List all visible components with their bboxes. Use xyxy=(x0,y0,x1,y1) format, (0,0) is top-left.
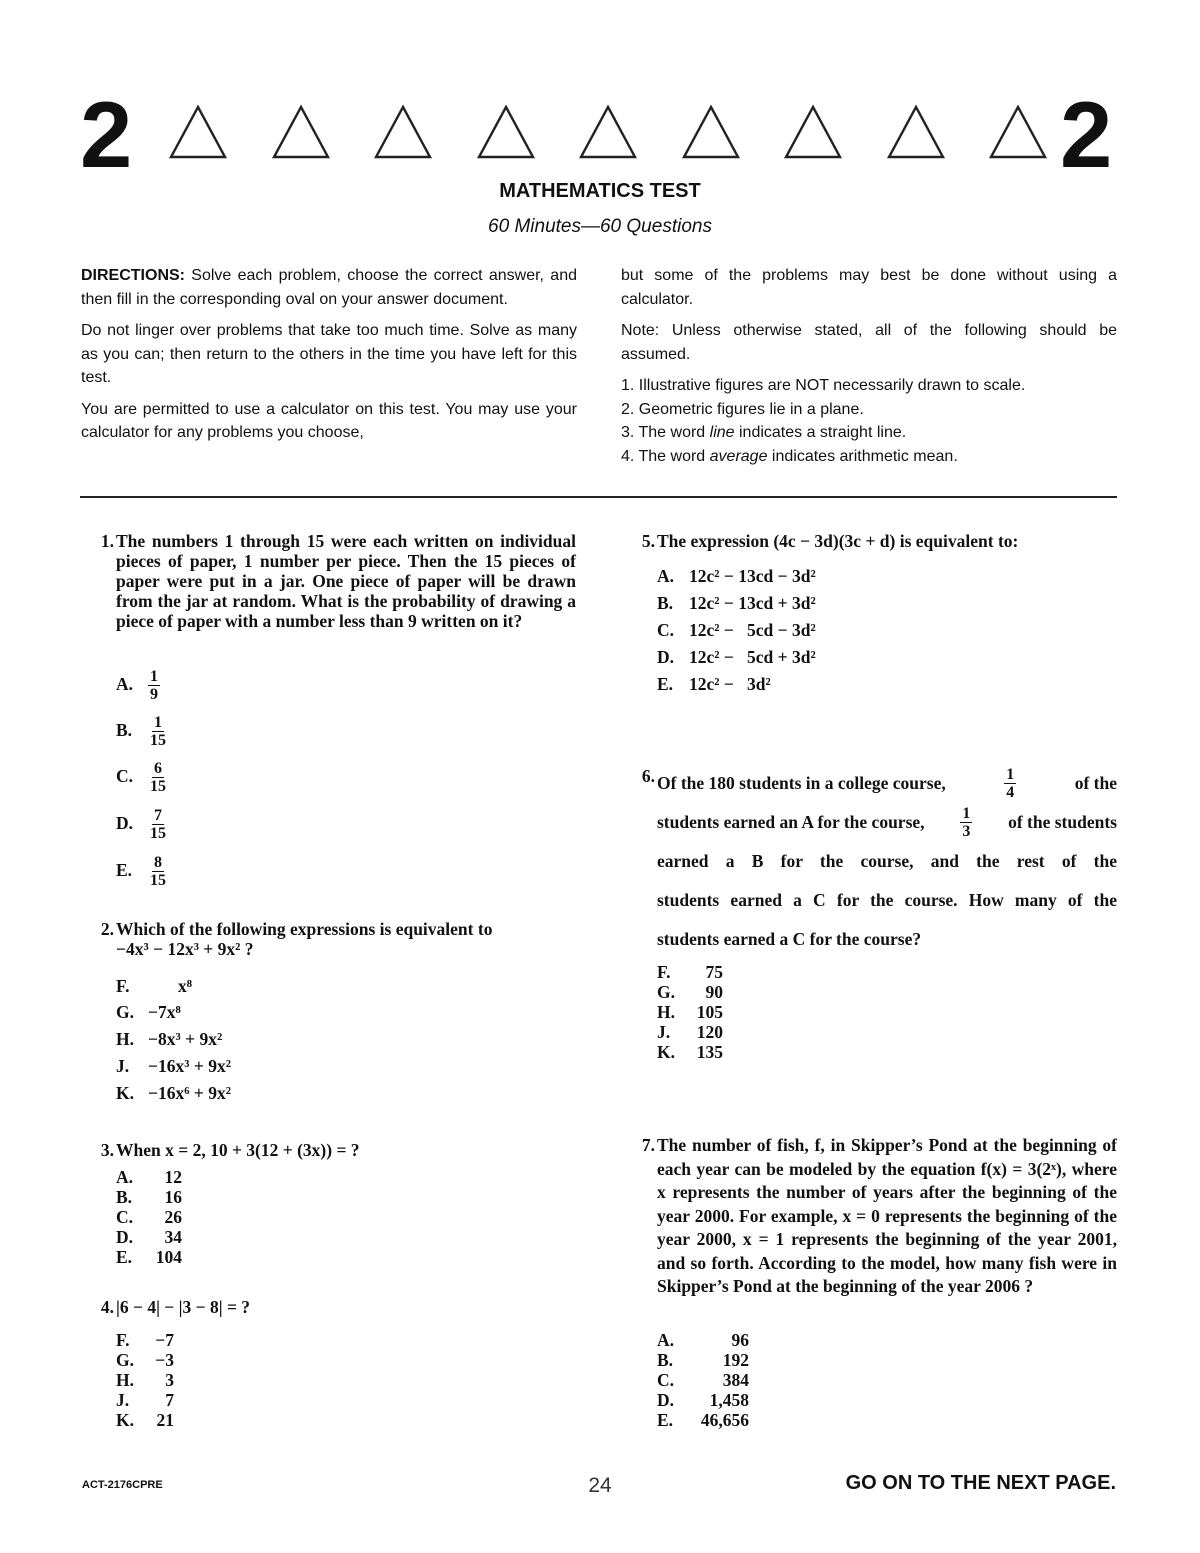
triangle-icon xyxy=(271,104,331,160)
option-letter: C. xyxy=(657,1370,675,1390)
option-letter: B. xyxy=(116,719,133,740)
option-letter: H. xyxy=(116,1370,134,1390)
fraction xyxy=(1004,766,1016,801)
page-number: 24 xyxy=(588,1474,612,1497)
q7-option-a[interactable] xyxy=(657,1330,749,1350)
option-letter: H. xyxy=(657,1002,675,1022)
option-letter: E. xyxy=(657,1410,674,1430)
option-value: 120 xyxy=(696,1022,723,1042)
option-value: 21 xyxy=(156,1410,174,1430)
option-value: 12c² − 3d² xyxy=(689,674,771,694)
triangle-icon xyxy=(578,104,638,160)
option-value: 46,656 xyxy=(700,1410,749,1430)
q6-option-h[interactable] xyxy=(657,1002,723,1022)
q7-option-e[interactable] xyxy=(657,1410,749,1430)
option-value: 26 xyxy=(164,1207,182,1227)
question-number: 1. xyxy=(100,531,114,551)
question-5 xyxy=(621,531,1117,551)
q4-option-f[interactable] xyxy=(116,1330,174,1350)
option-letter: B. xyxy=(657,1350,674,1370)
denominator: 9 xyxy=(150,686,158,703)
option-letter: D. xyxy=(657,1390,675,1410)
option-letter: C. xyxy=(116,1207,134,1227)
question-6 xyxy=(621,764,1117,959)
q6-option-f[interactable] xyxy=(657,962,723,982)
stem-line-5: students earned a C for the course? xyxy=(657,929,922,949)
triangle-icon xyxy=(476,104,536,160)
q2-option-g[interactable] xyxy=(116,1002,181,1022)
question-stem: The expression (4c − 3d)(3c + d) is equivalent to: xyxy=(657,531,1019,551)
numerator: 1 xyxy=(1006,766,1015,783)
option-letter: K. xyxy=(116,1410,134,1430)
q2-option-k[interactable] xyxy=(116,1083,231,1103)
option-value: 384 xyxy=(722,1370,749,1390)
option-value: 12 xyxy=(164,1167,182,1187)
test-title: MATHEMATICS TEST xyxy=(499,180,701,202)
option-letter: B. xyxy=(657,593,674,613)
option-letter: J. xyxy=(116,1390,130,1410)
question-stem: Which of the following expressions is equivalent to xyxy=(116,919,493,939)
question-3 xyxy=(80,1140,576,1160)
option-letter: A. xyxy=(116,1167,134,1187)
fraction xyxy=(148,807,168,842)
question-4 xyxy=(80,1297,576,1317)
option-value: 90 xyxy=(705,982,723,1002)
fraction xyxy=(148,760,168,795)
assumption-4-pre: 4. The word xyxy=(621,447,710,465)
triangle-icon xyxy=(988,104,1048,160)
option-value: 7 xyxy=(165,1390,174,1410)
option-letter: E. xyxy=(657,674,674,694)
denominator: 15 xyxy=(150,732,166,749)
q4-option-j[interactable] xyxy=(116,1390,174,1410)
option-letter: K. xyxy=(657,1042,675,1062)
fraction xyxy=(148,714,168,749)
q1-option-a[interactable] xyxy=(116,668,160,703)
triangle-icon xyxy=(373,104,433,160)
q3-option-e[interactable] xyxy=(116,1247,182,1267)
stem-line-1 xyxy=(657,764,1117,803)
numerator: 6 xyxy=(154,760,162,777)
assumption-1: 1. Illustrative figures are NOT necessarily drawn to scale. xyxy=(621,377,1026,394)
q5-option-e[interactable] xyxy=(657,674,771,694)
q4-option-k[interactable] xyxy=(116,1410,174,1430)
option-letter: G. xyxy=(116,1002,134,1022)
fraction xyxy=(148,854,168,889)
question-stem: |6 − 4| − |3 − 8| = ? xyxy=(116,1297,251,1317)
numerator: 7 xyxy=(154,807,162,824)
question-2 xyxy=(80,919,576,959)
triangle-icon xyxy=(681,104,741,160)
q6-option-g[interactable] xyxy=(657,982,723,1002)
directions-left-column xyxy=(81,264,577,453)
option-letter: C. xyxy=(116,765,134,786)
q2-option-f[interactable] xyxy=(116,976,192,996)
numerator: 1 xyxy=(962,805,971,822)
question-number: 5. xyxy=(641,531,655,551)
option-letter: D. xyxy=(116,812,134,833)
stem-line-2 xyxy=(657,803,1117,842)
question-stem: When x = 2, 10 + 3(12 + (3x)) = ? xyxy=(116,1140,360,1160)
question-number: 3. xyxy=(100,1140,114,1160)
option-letter: A. xyxy=(116,673,134,694)
q5-option-a[interactable] xyxy=(657,566,816,586)
q7-option-d[interactable] xyxy=(657,1390,749,1410)
option-letter: E. xyxy=(116,859,133,880)
option-value: −16x⁶ + 9x² xyxy=(148,1083,231,1103)
assumption-3-em: line xyxy=(709,424,735,441)
assumption-2: 2. Geometric figures lie in a plane. xyxy=(621,400,864,418)
q5-option-b[interactable] xyxy=(657,593,816,613)
option-letter: J. xyxy=(657,1022,671,1042)
option-value: 12c² − 13cd − 3d² xyxy=(689,566,816,586)
option-letter: E. xyxy=(116,1247,133,1267)
directions-label: DIRECTIONS: xyxy=(81,267,185,284)
option-value: 3 xyxy=(165,1370,174,1390)
section-number-right: 2 xyxy=(1060,82,1113,187)
q1-option-d[interactable] xyxy=(116,807,168,842)
option-value: −7 xyxy=(155,1330,174,1350)
question-stem xyxy=(657,764,1117,959)
denominator: 3 xyxy=(962,823,971,840)
option-letter: H. xyxy=(116,1029,134,1049)
q5-option-d[interactable] xyxy=(657,647,816,667)
stem-line-4: students earned a C for the course. How many of the xyxy=(657,890,1117,910)
q7-option-c[interactable] xyxy=(657,1370,749,1390)
denominator: 15 xyxy=(150,872,166,889)
directions-paragraph-1 xyxy=(81,264,577,311)
fraction xyxy=(148,668,160,703)
question-stem: The number of fish, f, in Skipper’s Pond at the beginning of each year can be modeled by the equation f(x) = 3(2ˣ), where x represents the number of years after the beginning of the year 2000. For example, x = 0 represents the beginning of the year 2000, x = 1 represents the beginning of the year 2001, and so forth. According to the model, how many fish were in Skipper’s Pond at the beginning of the year 2006 ? xyxy=(657,1135,1117,1296)
option-value: 1,458 xyxy=(709,1390,749,1410)
section-number-left: 2 xyxy=(80,82,133,187)
option-value: 16 xyxy=(164,1187,182,1207)
option-value: 34 xyxy=(164,1227,182,1247)
fraction xyxy=(960,805,972,840)
option-value: −3 xyxy=(155,1350,174,1370)
question-expression: −4x³ − 12x³ + 9x² ? xyxy=(116,939,254,959)
assumptions-list xyxy=(621,374,1117,468)
option-value: 105 xyxy=(696,1002,723,1022)
section-divider xyxy=(80,496,1117,498)
assumption-4-post: indicates arithmetic mean. xyxy=(767,447,958,465)
denominator: 4 xyxy=(1006,784,1015,801)
test-subtitle: 60 Minutes—60 Questions xyxy=(488,216,712,237)
option-value: 96 xyxy=(731,1330,749,1350)
directions-text-1: Solve each problem, choose the correct answer, and then fill in the corresponding oval on your answer document. xyxy=(81,267,577,308)
q1-option-e[interactable] xyxy=(116,854,168,889)
next-page-instruction: GO ON TO THE NEXT PAGE. xyxy=(845,1472,1116,1494)
option-letter: C. xyxy=(657,620,675,640)
q3-option-c[interactable] xyxy=(116,1207,182,1227)
triangle-icon xyxy=(783,104,843,160)
stem-line-3: earned a B for the course, and the rest of the xyxy=(657,851,1117,871)
question-number: 4. xyxy=(100,1297,114,1317)
option-value: −7x⁸ xyxy=(148,1002,181,1022)
option-letter: A. xyxy=(657,566,675,586)
form-code: ACT-2176CPRE xyxy=(82,1479,163,1491)
directions-right-column xyxy=(621,264,1117,468)
stem-part: students earned an A for the course, xyxy=(657,812,925,832)
directions-paragraph-3: You are permitted to use a calculator on this test. You may use your calculator for any problems you choose, xyxy=(81,400,577,441)
option-letter: G. xyxy=(116,1350,134,1370)
stem-part: of the xyxy=(1074,773,1117,793)
question-stem: The numbers 1 through 15 were each written on individual pieces of paper, 1 number per piece. Then the 15 pieces of paper were put in a jar. One piece of paper will be drawn from the jar at random. What is the probability of drawing a piece of paper with a number less than 9 written on it? xyxy=(116,531,576,631)
option-value: 75 xyxy=(705,962,723,982)
q3-option-a[interactable] xyxy=(116,1167,182,1187)
denominator: 15 xyxy=(150,825,166,842)
triangle-row xyxy=(168,104,1048,164)
q4-option-g[interactable] xyxy=(116,1350,174,1370)
q4-option-h[interactable] xyxy=(116,1370,174,1390)
directions-paragraph-2: Do not linger over problems that take too much time. Solve as many as you can; then return to the others in the time you have left for this test. xyxy=(81,322,577,386)
option-letter: F. xyxy=(657,962,671,982)
option-value: 12c² − 13cd + 3d² xyxy=(689,593,816,613)
option-letter: F. xyxy=(116,976,130,996)
directions-paragraph-4: but some of the problems may best be done without using a calculator. xyxy=(621,267,1117,308)
q1-option-b[interactable] xyxy=(116,714,168,749)
q2-option-j[interactable] xyxy=(116,1056,231,1076)
option-letter: F. xyxy=(116,1330,130,1350)
option-value: 12c² − 5cd + 3d² xyxy=(689,647,816,667)
q1-option-c[interactable] xyxy=(116,760,168,795)
assumption-3-pre: 3. The word xyxy=(621,424,710,441)
option-letter: B. xyxy=(116,1187,133,1207)
question-number: 6. xyxy=(641,766,655,786)
assumption-3-post: indicates a straight line. xyxy=(734,424,907,441)
q6-option-j[interactable] xyxy=(657,1022,723,1042)
stem-part: of the students xyxy=(1008,812,1117,832)
assumption-3 xyxy=(621,421,1117,445)
denominator: 15 xyxy=(150,778,166,795)
question-number: 7. xyxy=(641,1135,655,1155)
numerator: 1 xyxy=(154,714,162,731)
question-1 xyxy=(80,531,576,631)
option-letter: J. xyxy=(116,1056,130,1076)
q2-option-h[interactable] xyxy=(116,1029,222,1049)
directions-note: Note: Unless otherwise stated, all of the following should be assumed. xyxy=(621,322,1117,363)
option-value: 104 xyxy=(155,1247,182,1267)
assumption-4 xyxy=(621,445,1117,469)
option-value: −8x³ + 9x² xyxy=(148,1029,223,1049)
option-value: 135 xyxy=(696,1042,723,1062)
q3-option-b[interactable] xyxy=(116,1187,182,1207)
numerator: 1 xyxy=(150,668,158,685)
question-7 xyxy=(621,1134,1117,1299)
option-value: 12c² − 5cd − 3d² xyxy=(689,620,816,640)
q3-option-d[interactable] xyxy=(116,1227,182,1247)
q5-option-c[interactable] xyxy=(657,620,816,640)
option-letter: A. xyxy=(657,1330,675,1350)
q6-option-k[interactable] xyxy=(657,1042,723,1062)
question-number: 2. xyxy=(100,919,114,939)
assumption-4-em: average xyxy=(709,447,768,465)
triangle-icon xyxy=(168,104,228,160)
option-value: 192 xyxy=(722,1350,749,1370)
option-letter: K. xyxy=(116,1083,134,1103)
q7-option-b[interactable] xyxy=(657,1350,749,1370)
option-letter: D. xyxy=(657,647,675,667)
stem-part: Of the 180 students in a college course, xyxy=(657,773,946,793)
option-value: x⁸ xyxy=(178,976,192,996)
option-letter: G. xyxy=(657,982,675,1002)
numerator: 8 xyxy=(154,854,162,871)
option-value: −16x³ + 9x² xyxy=(148,1056,231,1076)
option-letter: D. xyxy=(116,1227,134,1247)
triangle-icon xyxy=(886,104,946,160)
